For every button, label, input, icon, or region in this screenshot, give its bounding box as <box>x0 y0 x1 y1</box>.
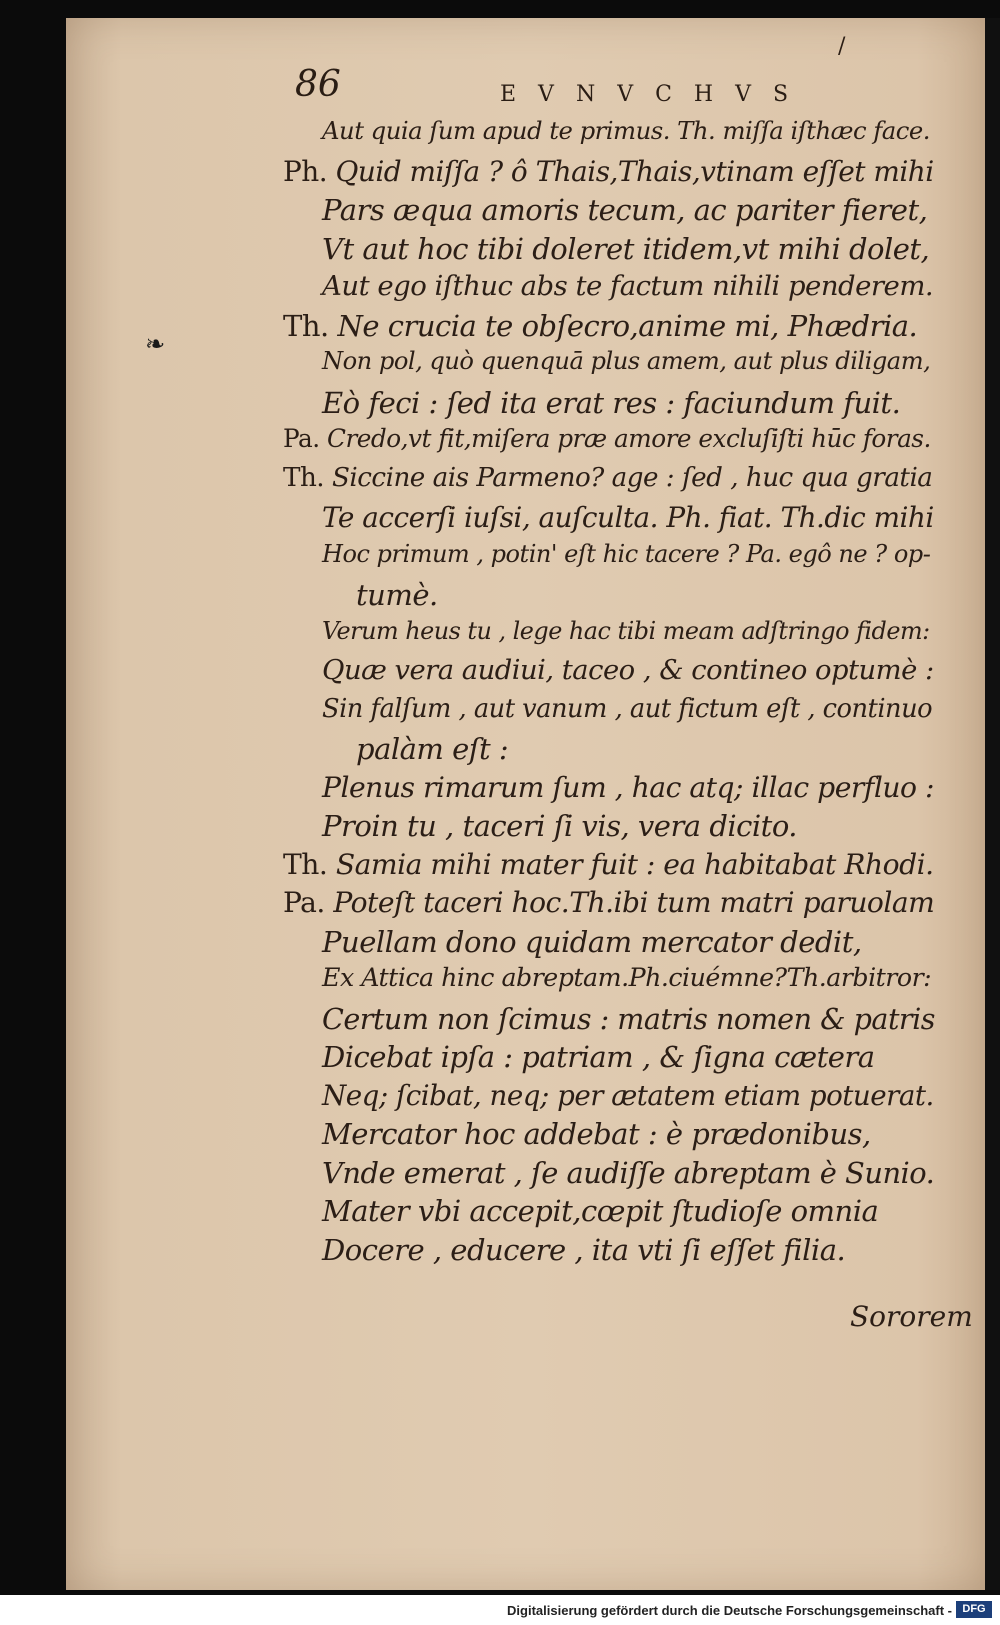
verse-line-text: Mercator hoc addebat : è prædonibus, <box>322 1117 871 1151</box>
verse-line <box>356 732 508 766</box>
verse-line-text: Pars æqua amoris tecum, ac pariter fieret, <box>322 193 928 227</box>
running-title: EVNVCHVS <box>500 82 811 107</box>
verse-line-text: Vnde emerat , ſe audiſſe abreptam è Sunio. <box>322 1155 935 1190</box>
dfg-logo: DFG <box>956 1601 992 1618</box>
verse-line <box>283 886 934 919</box>
verse-line-text: Ne crucia te obſecro,anime mi, Phædria. <box>337 308 918 343</box>
footer-bar <box>0 1595 1000 1625</box>
speaker-label: Th. <box>283 308 338 343</box>
verse-line-text: Samia mihi mater fuit : ea habitabat Rhodi. <box>335 847 934 881</box>
verse-line-text: Docere , educere , ita vti ſi eſſet filia. <box>322 1232 846 1267</box>
verse-line <box>322 347 930 375</box>
speaker-label: Th. <box>283 847 336 881</box>
verse-line-text: Quid miſſa ? ô Thais,Thais,vtinam eſſet mihi <box>335 154 934 188</box>
verse-line <box>322 809 797 843</box>
verse-line-text: Neq; ſcibat, neq; per ætatem etiam potuerat. <box>322 1078 934 1112</box>
verse-line <box>283 463 932 493</box>
verse-line-text: Non pol, quò quenquā plus amem, aut plus diligam, <box>322 347 931 375</box>
verse-line-text: Te accerſi iuſsi, auſculta. Ph. fiat. Th.dic mihi <box>322 501 934 534</box>
verse-line <box>322 963 931 992</box>
verse-line <box>322 270 933 302</box>
verse-line <box>322 925 862 959</box>
verse-line-text: Quæ vera audiui, taceo , & contineo optumè : <box>322 655 934 686</box>
verse-line-text: Vt aut hoc tibi doleret itidem,vt mihi dolet, <box>322 231 930 266</box>
verse-line-text: Plenus rimarum ſum , hac atq; illac perfluo : <box>322 770 934 804</box>
verse-line <box>356 578 438 612</box>
verse-line <box>322 193 927 227</box>
verse-line-text: Hoc primum , potin' eſt hic tacere ? Pa. egô ne ? op- <box>322 539 931 568</box>
verse-line <box>283 155 934 188</box>
verse-line-text: Mater vbi accepit,cœpit ſtudioſe omnia <box>322 1194 879 1228</box>
verse-line-text: Certum non ſcimus : matris nomen & patris <box>322 1001 935 1036</box>
verse-line <box>322 771 934 804</box>
verse-line <box>322 1194 878 1228</box>
verse-line-text: Siccine ais Parmeno? age : ſed , huc qua gratia <box>331 462 933 493</box>
verse-line <box>322 655 934 686</box>
speaker-label: Ph. <box>283 154 336 188</box>
margin-ornament-icon: ❧ <box>145 330 166 358</box>
verse-line-text: Aut ego iſthuc abs te factum nihili penderem. <box>322 270 934 302</box>
footer-credit: Digitalisierung gefördert durch die Deutsche Forschungsgemeinschaft - <box>507 1603 952 1618</box>
verse-line <box>283 309 917 343</box>
speaker-label: Pa. <box>283 886 334 919</box>
verse-line <box>283 848 934 881</box>
verse-line <box>322 1233 845 1267</box>
verse-line-text: Aut quia ſum apud te primus. Th. miſſa iſthæc face. <box>322 116 930 145</box>
catchword: Sororem <box>850 1300 973 1333</box>
verse-line-text: Puellam dono quidam mercator dedit, <box>322 924 862 959</box>
speaker-label: Th. <box>283 462 332 493</box>
verse-line <box>322 1079 934 1112</box>
verse-line <box>322 1117 871 1151</box>
verse-line-text: Verum heus tu , lege hac tibi meam adſtringo fidem: <box>322 616 930 645</box>
verse-line-text: tumè. <box>356 578 438 612</box>
verse-line-text: Credo,vt fit,miſera præ amore excluſiſti hūc foras. <box>327 424 931 453</box>
page-edge <box>985 18 1000 1590</box>
verse-line <box>322 694 932 724</box>
verse-line <box>322 386 900 420</box>
verse-line <box>322 501 934 534</box>
verse-line-text: Eò feci : ſed ita erat res : faciundum fuit. <box>322 385 901 420</box>
verse-line <box>322 1156 934 1190</box>
verse-line-text: Poteſt taceri hoc.Th.ibi tum matri paruolam <box>333 886 935 919</box>
verse-line-text: Proin tu , taceri ſi vis, vera dicito. <box>322 809 797 843</box>
verse-line <box>322 232 929 266</box>
verse-line-text: Dicebat ipſa : patriam , & ſigna cætera <box>322 1040 875 1074</box>
verse-line <box>322 1002 935 1036</box>
verse-line <box>283 424 931 453</box>
speaker-label: Pa. <box>283 424 328 453</box>
verse-line-text: Ex Attica hinc abreptam.Ph.ciuémne?Th.arbitror: <box>322 963 932 992</box>
verse-line <box>322 617 930 645</box>
verse-line <box>322 116 930 145</box>
corner-mark: / <box>838 34 846 59</box>
verse-line <box>322 1040 875 1074</box>
page-number: 86 <box>295 64 341 105</box>
verse-line-text: Sin falſum , aut vanum , aut fictum eſt , continuo <box>322 693 933 724</box>
verse-line <box>322 540 930 568</box>
verse-line-text: palàm eſt : <box>356 732 509 766</box>
